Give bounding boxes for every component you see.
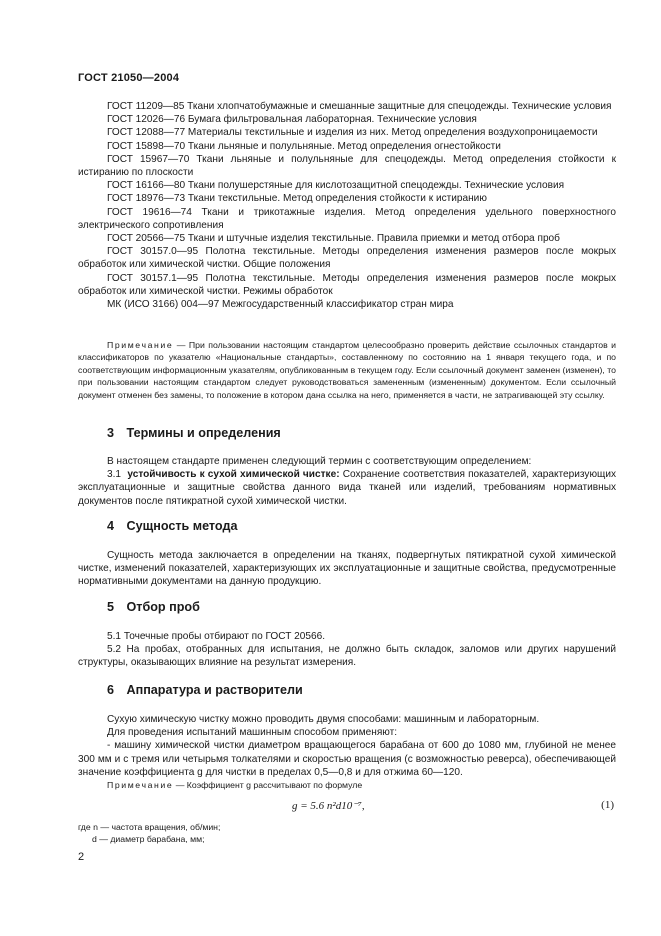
section-paragraph: Сухую химическую чистку можно проводить двумя способами: машинным и лабораторным.	[107, 714, 540, 725]
normative-references-list	[78, 100, 616, 311]
reference-item: ГОСТ 12026—76 Бумага фильтровальная лабораторная. Технические условия	[107, 114, 477, 126]
formula-number: (1)	[601, 799, 614, 811]
reference-item: ГОСТ 20566—75 Ткани и штучные изделия текстильные. Правила приемки и метод отбора проб	[107, 233, 560, 245]
formula-expression: g = 5.6 n²d10⁻⁷,	[292, 800, 365, 812]
formula-1	[78, 799, 616, 813]
reference-item: ГОСТ 15967—70 Ткани льняные и полульняные для спецодежды. Метод определения стойкости к истиранию по плоскости	[78, 153, 616, 179]
section-number: 3	[107, 426, 115, 440]
section-number: 6	[107, 683, 115, 697]
reference-item: ГОСТ 12088—77 Материалы текстильные и изделия из них. Метод определения воздухопроницаемости	[107, 127, 598, 139]
reference-item: ГОСТ 30157.1—95 Полотна текстильные. Методы определения изменения размеров после мокрых обработок или химической чистки. Режимы обработок	[78, 272, 616, 297]
section-paragraph: Сущность метода заключается в определении на тканях, подвергнутых пятикратной сухой химической чистке, изменений показателей, характеризующих их эксплуатационные и защитные свойства, предусмотренные нормативными документами на данную продукцию.	[78, 550, 616, 588]
reference-item: ГОСТ 16166—80 Ткани полушерстяные для кислотозащитной спецодежды. Технические условия	[107, 180, 565, 192]
section-paragraph: Для проведения испытаний машинным способом применяют:	[107, 727, 398, 739]
equipment-list-item: - машину химической чистки диаметром вращающегося барабана от 600 до 1080 мм, глубиной не менее 300 мм и с тремя или четырьмя толкателями и скоростью вращения (с возможностью реверса), обеспечивающей значение коэффициента g для чистки в пределах 0,5—0,8 и для отжима 60—120.	[78, 740, 616, 778]
section-paragraph: 5.1 Точечные пробы отбирают по ГОСТ 20566.	[107, 631, 326, 642]
section-intro: В настоящем стандарте применен следующий термин с соответствующим определением:	[107, 456, 532, 467]
section-number: 5	[107, 600, 115, 614]
reference-item: ГОСТ 15898—70 Ткани льняные и полульняные. Метод определения огнестойкости	[107, 140, 501, 152]
section-heading-6	[107, 683, 303, 697]
section-6-body	[78, 713, 616, 779]
section-heading-5	[107, 600, 200, 614]
reference-item: МК (ИСО 3166) 004—97 Межгосударственный классификатор стран мира	[107, 299, 454, 311]
document-code-header: ГОСТ 21050—2004	[78, 72, 180, 84]
formula-where-n: где n — частота вращения, об/мин;	[78, 822, 221, 832]
reference-item: ГОСТ 11209—85 Ткани хлопчатобумажные и смешанные защитные для спецодежды. Технические условия	[107, 101, 612, 112]
section-3-body	[78, 455, 616, 508]
reference-item: ГОСТ 30157.0—95 Полотна текстильные. Методы определения изменения размеров после мокрых обработок или химической чистки. Общие положения	[78, 246, 616, 271]
section-5-body	[78, 630, 616, 670]
reference-item: ГОСТ 18976—73 Ткани текстильные. Метод определения стойкости к истиранию	[107, 193, 487, 205]
section-heading-3	[107, 426, 281, 440]
definition-term: устойчивость к сухой химической чистке:	[127, 469, 340, 481]
section-title: Термины и определения	[126, 426, 281, 440]
section-4-body	[78, 549, 616, 589]
note-label: Примечание	[107, 340, 174, 350]
note-label: Примечание	[107, 780, 174, 790]
references-note	[78, 339, 616, 401]
page-number: 2	[78, 851, 85, 863]
definition-text: Сохранение соответствия показателей, характеризующих эксплуатационные и защитные свойства данного вида тканей или изделий, требованиям нормативных документов после пятикратной сухой химической чистки.	[78, 469, 617, 507]
formula-where-d: d — диаметр барабана, мм;	[92, 834, 205, 844]
section-title: Сущность метода	[126, 519, 238, 533]
definition-number: 3.1	[107, 469, 122, 481]
reference-item: ГОСТ 19616—74 Ткани и трикотажные изделия. Метод определения удельного поверхностного электрического сопротивления	[78, 206, 616, 231]
section-title: Отбор проб	[126, 600, 200, 614]
section-number: 4	[107, 519, 115, 533]
coefficient-note	[78, 779, 616, 791]
note-text: — Коэффициент g рассчитывают по формуле	[173, 780, 363, 790]
section-paragraph: 5.2 На пробах, отобранных для испытания, не должно быть складок, заломов или других нарушений структуры, оказывающих влияние на результат измерения.	[78, 644, 616, 669]
definition-paragraph	[78, 468, 616, 508]
note-text: — При пользовании настоящим стандартом целесообразно проверить действие ссылочных стандартов и классификаторов по указателю «Национальные стандарты», составленному по состоянию на 1 января текущего года, и по соответствующим информационным указателям, опубликованным в текущем году. Если ссылочный документ заменен (изменен), то при пользовании настоящим стандартом следует руководствоваться замененным (измененным) документом. Если ссылочный документ отменен без замены, то положение в котором дана ссылка на него, применяется в части, не затрагивающей эту ссылку.	[78, 340, 616, 400]
section-title: Аппаратура и растворители	[126, 683, 303, 697]
section-heading-4	[107, 519, 237, 533]
